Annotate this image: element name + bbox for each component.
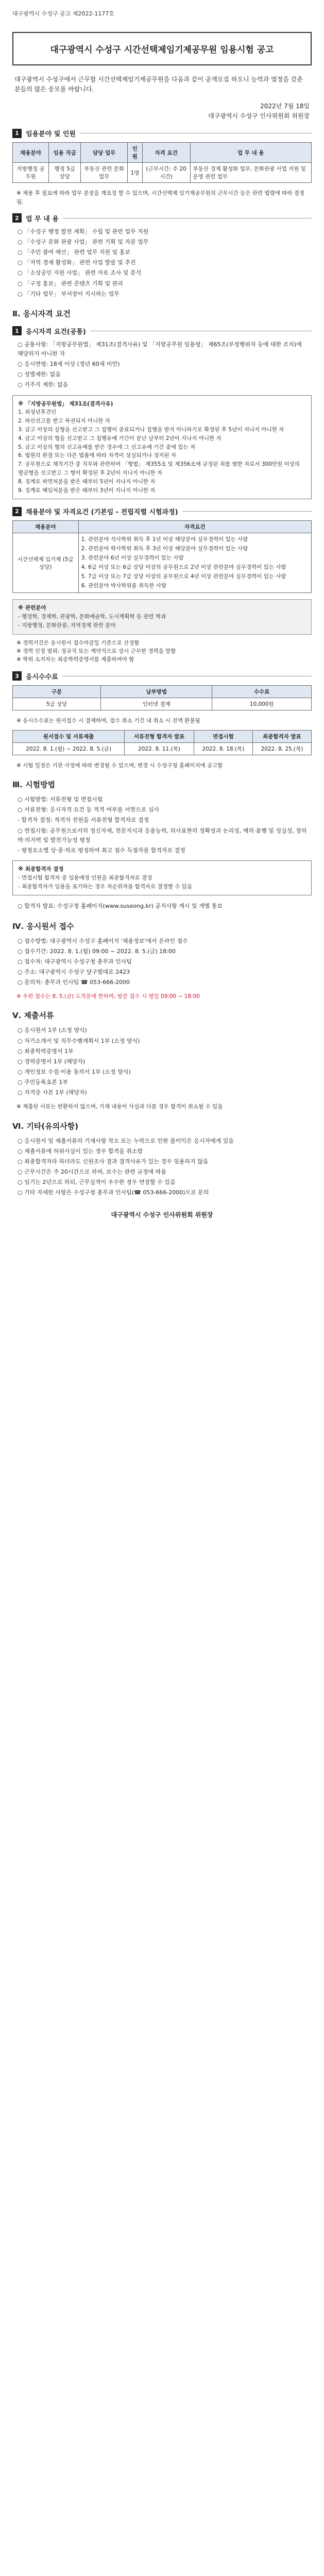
receipt-list	[18, 937, 309, 988]
list-item: 9. 징계로 해임처분을 받은 때부터 3년이 지나지 아니한 자	[18, 487, 156, 494]
list-item: 7. 공무원으로 재직기간 중 직무와 관련하여 「형법」 제355조 및 제356조에 규정된 죄를 범한 자로서 300만원 이상의 벌금형을 선고받고 그 형이 확정된 후 2년이 지나지 아니한 자	[18, 461, 300, 476]
schedule-table	[12, 730, 312, 755]
list-item: - 합격자 결정: 적격자 전원을 서류전형 합격자로 결정	[18, 817, 149, 824]
table-header: 채용분야	[13, 521, 79, 533]
list-item: ○ 「주민 참여 예산」 관련 업무 지원 및 홍보	[18, 249, 130, 256]
list-item: 2. 관련분야 학사학위 취득 후 3년 이상 해당분야 실무경력이 있는 사람	[81, 546, 248, 552]
section-job-content	[12, 213, 312, 223]
table-row	[13, 163, 312, 183]
section-number: 2	[12, 213, 22, 223]
table-header: 최종합격자 발표	[252, 730, 311, 742]
list-item: 5. 7급 이상 또는 7급 상당 이상의 공무원으로 4년 이상 관련분야 실무경력이 있는 사람	[81, 573, 286, 580]
requirements-notes	[16, 639, 308, 664]
list-item: ○ 서류전형: 응시자격 요건 등 적격 여부를 서면으로 심사	[18, 806, 160, 814]
heading-method: Ⅲ. 시험방법	[12, 780, 56, 790]
table-header: 인원	[127, 143, 142, 163]
table-header: 담당 업무	[81, 143, 128, 163]
table-header: 원서접수 및 서류제출	[13, 730, 125, 742]
list-item: - 행정학, 경제학, 관광학, 문화예술학, 도시계획학 등 관련 학과	[18, 614, 166, 620]
list-item: ○ 면접시험: 공무원으로서의 정신자세, 전문지식과 응용능력, 의사표현의 정확성과 논리성, 예의·품행 및 성실성, 창의력·의지력 및 발전가능성 평정	[18, 827, 307, 843]
requirements-table	[12, 520, 312, 593]
list-item: ○ 합격자 발표: 수성구청 홈페이지(www.suseong.kr) 공지사항 게시 및 개별 통보	[18, 903, 223, 910]
list-item: 6. 법원의 판결 또는 다른 법률에 따라 자격이 상실되거나 정지된 자	[18, 452, 177, 459]
table-header: 임용 직급	[49, 143, 81, 163]
heading-receipt: Ⅳ. 응시원서 접수	[12, 921, 74, 931]
table-cell: 5급 상당	[13, 698, 101, 710]
common-qualifications-list	[18, 340, 309, 390]
list-item: 6. 관련분야 박사학위를 취득한 사람	[81, 582, 166, 589]
related-fields-box	[12, 599, 312, 634]
table-cell: 인터넷 결제	[101, 698, 212, 710]
section-title: 응시수수료	[26, 673, 58, 681]
section-title: 채용분야 및 자격요건 (기본임 - 전립직렬 시험과정)	[26, 509, 178, 517]
list-item: ○ 「수성구 문화 관광 사업」 관련 기획 및 자문 업무	[18, 239, 149, 246]
table-row	[13, 533, 312, 593]
reference-number: 대구광역시 수성구 공고 제2022-1177호	[12, 10, 114, 17]
section-title: 임용분야 및 인원	[26, 130, 76, 139]
requirements-cell	[78, 533, 311, 593]
fee-note: ※ 응시수수료는 원서접수 시 결제하며, 접수 취소 기간 내 취소 시 전액 환불됨	[16, 717, 200, 724]
list-item: - 최종합격자가 임용을 포기하는 경우 차순위자를 합격자로 결정할 수 있음	[18, 883, 193, 890]
heading-qualifications: Ⅱ. 응시자격 요건	[12, 309, 71, 318]
table-header: 자격요건	[78, 521, 311, 533]
list-item: - 평정요소별 상·중·하로 평정하여 최고 점수 득점자를 합격자로 결정	[18, 846, 185, 854]
footer-issuer: 대구광역시 수성구 인사위원회 위원장	[111, 1211, 213, 1218]
section-divider	[182, 511, 312, 512]
list-item: ○ 접수방법: 대구광역시 수성구 홈페이지 '채용정보'에서 온라인 접수	[18, 937, 188, 944]
table-cell: 시간선택제 임기제 (5급 상당)	[13, 533, 79, 593]
list-item: 3. 금고 이상의 실형을 선고받고 그 집행이 종료되거나 집행을 받지 아니하기로 확정된 후 5년이 지나지 아니한 자	[18, 426, 284, 433]
list-item: ○ 제출서류에 허위사실이 있는 경우 합격을 취소함	[18, 1147, 143, 1155]
list-item: 4. 6급 이상 또는 6급 상당 이상의 공무원으로 2년 이상 관련분야 실무경력이 있는 사람	[81, 564, 286, 570]
table-header: 자격 요건	[142, 143, 190, 163]
section-common-qualifications	[12, 326, 312, 336]
section-title: 업 무 내 용	[26, 215, 59, 223]
list-item: ○ 「기타 업무」 부서장이 지시하는 업무	[18, 290, 120, 297]
table-header: 수수료	[212, 685, 312, 698]
disqualification-box	[12, 395, 312, 500]
table-header: 구분	[13, 685, 101, 698]
list-item: ○ 개인정보 수집·이용 동의서 1부 (소정 양식)	[18, 1069, 131, 1076]
receipt-note: ※ 우편 접수는 8. 5.(금) 도착분에 한하며, 방문 접수 시 평일 09:00 ~ 18:00	[16, 993, 200, 1000]
list-item: ○ 「구정 홍보」 관련 콘텐츠 기획 및 관리	[18, 280, 123, 287]
list-item: ○ 최종학력증명서 1부	[18, 1047, 74, 1055]
schedule-note: ※ 시험 일정은 기관 사정에 따라 변경될 수 있으며, 변경 시 수성구청 홈페이지에 공고함	[16, 762, 223, 769]
table-cell: 2022. 8. 1.(월) ~ 2022. 8. 5.(금)	[13, 742, 125, 755]
announcement-info	[18, 902, 309, 911]
intro-text: 대구광역시 수성구에서 근무할 시간선택제임기제공무원을 다음과 같이 공개모집 하오니 능력과 열정을 갖춘 분들의 많은 응모를 바랍니다.	[14, 76, 303, 93]
announcement-date: 2022년 7월 18일	[260, 103, 310, 110]
table-header: 서류전형 합격자 발표	[125, 730, 194, 742]
table-row	[13, 742, 312, 755]
list-item: - 지방행정, 문화관광, 지역경제 관련 분야	[18, 622, 116, 629]
list-item: ○ 거주지 제한: 없음	[18, 381, 69, 388]
list-item: ○ 자격증 사본 1부 (해당자)	[18, 1089, 87, 1096]
note-item: ※ 경력기간은 응시원서 접수마감일 기준으로 산정함	[16, 639, 140, 646]
table-cell: 행정 5급 상당	[49, 163, 81, 183]
list-item: ○ 근무시간은 주 20시간으로 하며, 보수는 관련 규정에 따름	[18, 1168, 166, 1176]
list-item: 1. 관련분야 석사학위 취득 후 1년 이상 해당분야 실무경력이 있는 사람	[81, 536, 248, 543]
list-item: ○ 주소: 대구광역시 수성구 달구벌대로 2423	[18, 968, 130, 975]
issuer: 대구광역시 수성구 인사위원회 위원장	[208, 112, 310, 120]
job-list	[18, 227, 309, 299]
list-item: ○ 최종합격자라 하더라도 신원조사 결과 결격사유가 있는 경우 임용하지 않음	[18, 1158, 209, 1165]
table-row	[13, 698, 312, 710]
documents-note: ※ 제출된 서류는 반환하지 않으며, 기재 내용이 사실과 다를 경우 합격이 취소될 수 있음	[16, 1104, 223, 1110]
table-cell: 지방행정 공무원	[13, 163, 49, 183]
heading-etc: Ⅵ. 기타(유의사항)	[12, 1121, 79, 1131]
list-item: ○ 임기는 2년으로 하되, 근무실적이 우수한 경우 연장할 수 있음	[18, 1179, 176, 1186]
list-item: 3. 관련분야 6년 이상 실무경력이 있는 사람	[81, 555, 184, 562]
table-header: 업 무 내 용	[190, 143, 311, 163]
list-item: ○ 「소상공인 지원 사업」 관련 자료 조사 및 분석	[18, 269, 142, 277]
list-item: 5. 금고 이상의 형의 선고유예를 받은 경우에 그 선고유예 기간 중에 있는 자	[18, 444, 196, 450]
table-cell: (근무시간: 주 20시간)	[142, 163, 190, 183]
box-title: ※ 관련분야	[18, 605, 46, 612]
list-item: ○ 경력증명서 1부 (해당자)	[18, 1058, 86, 1065]
final-selection-box	[12, 860, 312, 895]
box-title: ※ 최종합격자 결정	[18, 866, 64, 872]
heading-documents: Ⅴ. 제출서류	[12, 1011, 54, 1021]
note-item: ※ 경력 인정 범위: 정규직 또는 계약직으로 상시 근무한 경력을 말함	[16, 648, 176, 655]
table-note: ※ 채용 후 필요에 따라 업무 분장을 재조정 할 수 있으며, 시간선택제 임기제공무원의 근무시간 등은 관련 법령에 따라 결정됨.	[16, 190, 305, 205]
list-item: ○ 문의처: 총무과 인사팀 ☎ 053-666-2000	[18, 979, 130, 986]
list-item: ○ 접수기간: 2022. 8. 1.(월) 09:00 ~ 2022. 8. 5.(금) 18:00	[18, 947, 176, 955]
list-item: ○ 응시원서 1부 (소정 양식)	[18, 1027, 87, 1034]
list-item: - 면접시험 합격자 중 임용예정 인원을 최종합격자로 결정	[18, 874, 152, 881]
list-item: ○ 응시연령: 18세 이상 (정년 60세 미만)	[18, 361, 120, 368]
table-cell: 2022. 8. 18.(목)	[194, 742, 252, 755]
list-item: ○ 시험방법: 서류전형 및 면접시험	[18, 796, 103, 803]
etc-list	[18, 1137, 309, 1198]
list-item: ○ 응시원서 및 제출서류의 기재사항 착오 또는 누락으로 인한 불이익은 응시자에게 있음	[18, 1137, 234, 1144]
section-number: 2	[12, 507, 22, 516]
table-header: 면접시험	[194, 730, 252, 742]
list-item: ○ 기타 자세한 사항은 수성구청 총무과 인사팀(☎ 053-666-2000)으로 문의	[18, 1189, 209, 1196]
section-number: 1	[12, 326, 22, 335]
table-cell: 2022. 8. 25.(목)	[252, 742, 311, 755]
page-title: 대구광역시 수성구 시간선택제임기제공무원 임용시험 공고	[12, 32, 312, 65]
section-number: 1	[12, 129, 22, 138]
list-item: ○ 성별제한: 없음	[18, 371, 61, 378]
list-item: 4. 금고 이상의 형을 선고받고 그 집행유예 기간이 끝난 날부터 2년이 지나지 아니한 자	[18, 435, 221, 442]
list-item: ○ 주민등록초본 1부	[18, 1079, 68, 1086]
note-item: ※ 학위 소지자는 최종학력증명서를 제출하여야 함	[16, 656, 134, 663]
section-number: 3	[12, 671, 22, 681]
list-item: 2. 파산선고를 받고 복권되지 아니한 자	[18, 418, 110, 425]
list-item: ○ 자기소개서 및 직무수행계획서 1부 (소정 양식)	[18, 1037, 140, 1044]
list-item: ○ 공통사항: 「지방공무원법」 제31조(결격사유) 및 「지방공무원 임용령」 제65조(부정행위자 등에 대한 조치)에 해당하지 아니한 자	[18, 341, 302, 358]
list-item: 1. 피성년후견인	[18, 409, 57, 416]
table-cell: 1명	[127, 163, 142, 183]
table-header: 채용분야	[13, 143, 49, 163]
list-item: ○ 「지역 경제 활성화」 관련 사업 발굴 및 추진	[18, 259, 136, 266]
list-item: ○ 접수처: 대구광역시 수성구청 총무과 인사팀	[18, 958, 132, 965]
table-cell: 10,000원	[212, 698, 312, 710]
table-header: 납부방법	[101, 685, 212, 698]
documents-list	[18, 1026, 309, 1097]
section-fee	[12, 671, 312, 681]
table-cell: 부동산 경제 활성화 업무, 문화관광 사업 지원 및 운영 관련 업무	[190, 163, 311, 183]
list-item: ○ 「수성구 행정 발전 계획」 수립 및 관련 업무 지원	[18, 228, 149, 235]
box-title: ※ 「지방공무원법」 제31조(결격사유)	[18, 400, 113, 407]
positions-table	[12, 142, 312, 183]
table-cell: 2022. 8. 11.(목)	[125, 742, 194, 755]
section-title: 응시자격 요건(공통)	[26, 328, 86, 336]
list-item: 8. 징계로 파면처분을 받은 때부터 5년이 지나지 아니한 자	[18, 478, 156, 485]
method-list	[18, 795, 309, 855]
section-positions	[12, 128, 312, 138]
fee-table	[12, 685, 312, 710]
table-cell: 부동산 관련 문화 업무	[81, 163, 128, 183]
section-field-requirements	[12, 506, 312, 516]
